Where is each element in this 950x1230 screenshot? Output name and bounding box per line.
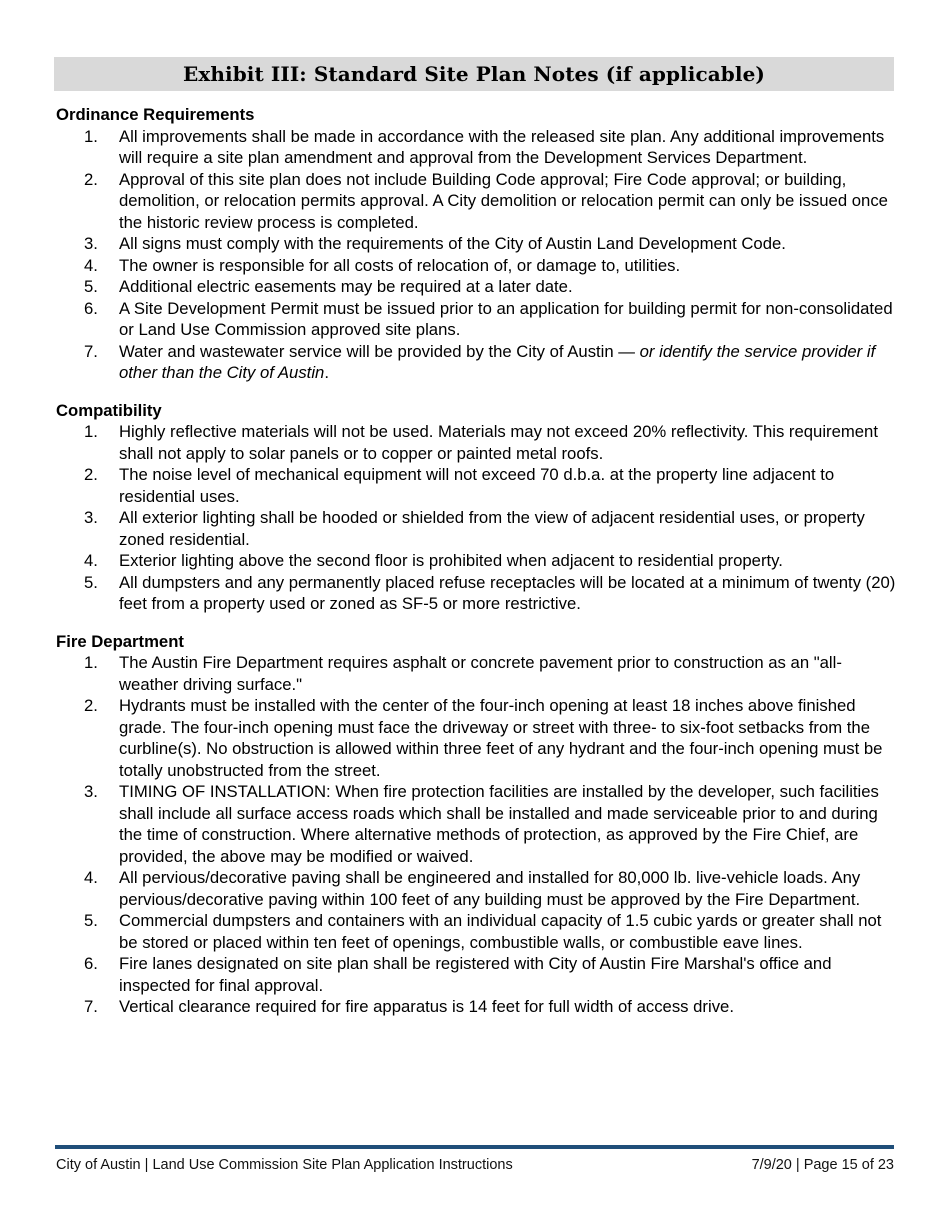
list-item: 4. All pervious/decorative paving shall be engineered and installed for 80,000 lb. live-vehicle loads. Any pervious/decorative paving within 100 feet of any building must be approved by the Fire Department.: [84, 868, 861, 909]
list-item: 5. Commercial dumpsters and containers with an individual capacity of 1.5 cubic yards or greater shall not be stored or placed within ten feet of openings, combustible walls, or combustible eave lines.: [84, 911, 882, 952]
notes-content: [56, 104, 896, 1034]
list-item: 6. A Site Development Permit must be issued prior to an application for building permit for non-consolidated or Land Use Commission approved site plans.: [84, 298, 893, 339]
list-item: 5. All dumpsters and any permanently placed refuse receptacles will be located at a minimum of twenty (20) feet from a property used or zoned as SF-5 or more restrictive.: [84, 572, 896, 613]
footer-page-info: 7/9/20 | Page 15 of 23: [751, 1157, 894, 1173]
list-item: 4. Exterior lighting above the second floor is prohibited when adjacent to residential property.: [84, 551, 783, 570]
list-item: 5. Additional electric easements may be required at a later date.: [84, 277, 573, 296]
note-list: [56, 421, 896, 615]
list-item: 7. Vertical clearance required for fire apparatus is 14 feet for full width of access drive.: [84, 997, 734, 1016]
section-heading: Ordinance Requirements: [56, 105, 255, 124]
list-item: 1. Highly reflective materials will not be used. Materials may not exceed 20% reflectivity. This requirement shall not apply to solar panels or to copper or painted metal roofs.: [84, 422, 878, 463]
list-item: 4. The owner is responsible for all costs of relocation of, or damage to, utilities.: [84, 255, 681, 275]
section-compatibility: [56, 400, 896, 615]
footer-document-title: City of Austin | Land Use Commission Site Plan Application Instructions: [56, 1157, 513, 1173]
section-ordinance-requirements: [56, 104, 896, 384]
list-item: 3. TIMING OF INSTALLATION: When fire protection facilities are installed by the developer, such facilities shall include all surface access roads which shall be installed and made serviceable prior to and during the time of construction. Where alternative methods of protection, as approved by the Fire Chief, are provided, the above may be modified or waived.: [84, 782, 879, 866]
list-item: 3. All exterior lighting shall be hooded or shielded from the view of adjacent residential uses, or property zoned residential.: [84, 508, 865, 549]
list-item: 3. All signs must comply with the requirements of the City of Austin Land Development Code.: [84, 234, 786, 253]
section-fire-department: [56, 631, 896, 1018]
list-item: 2. Hydrants must be installed with the center of the four-inch opening at least 18 inches above finished grade. The four-inch opening must face the driveway or street with three- to six-foot setbacks from the curbline(s). No obstruction is allowed within three feet of any hydrant and the four-inch opening must be totally unobstructed from the street.: [84, 696, 883, 780]
list-item: 1. All improvements shall be made in accordance with the released site plan. Any additional improvements will require a site plan amendment and approval from the Development Services Department.: [84, 126, 885, 167]
section-heading: Fire Department: [56, 631, 184, 651]
footer-divider: [55, 1145, 894, 1149]
list-item: 2. Approval of this site plan does not include Building Code approval; Fire Code approval; or building, demolition, or relocation permits approval. A City demolition or relocation permit can only be issued once the historic review process is completed.: [84, 169, 888, 232]
note-list: [56, 126, 896, 384]
page-title: Exhibit III: Standard Site Plan Notes (if applicable): [183, 62, 765, 86]
list-item: 1. The Austin Fire Department requires asphalt or concrete pavement prior to construction as an "all-weather driving surface.": [84, 653, 842, 694]
list-item: 7. Water and wastewater service will be provided by the City of Austin — or identify the service provider if other than the City of Austin.: [84, 341, 876, 382]
section-heading: Compatibility: [56, 400, 162, 420]
note-list: [56, 652, 896, 1018]
list-item: 2. The noise level of mechanical equipment will not exceed 70 d.b.a. at the property line adjacent to residential uses.: [84, 465, 835, 506]
italic-note: or identify the service provider if other than the City of Austin: [119, 341, 876, 382]
list-item: 6. Fire lanes designated on site plan shall be registered with City of Austin Fire Marshal's office and inspected for final approval.: [84, 954, 832, 995]
exhibit-title-bar: [54, 57, 894, 91]
